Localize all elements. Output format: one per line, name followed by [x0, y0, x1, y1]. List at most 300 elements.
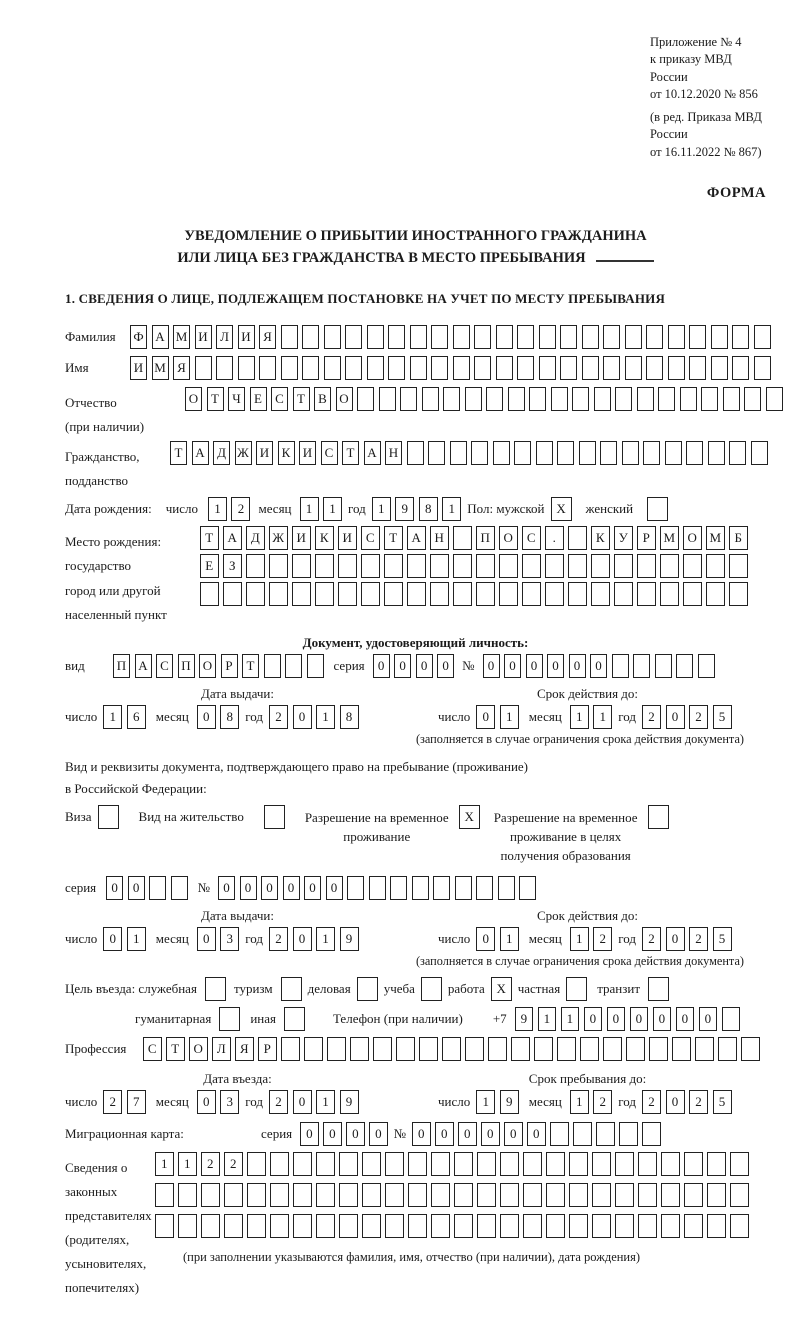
char-cell[interactable] — [603, 325, 620, 349]
char-cell[interactable] — [324, 356, 341, 380]
char-cell[interactable]: 1 — [570, 1090, 589, 1114]
char-cell[interactable] — [246, 554, 265, 578]
char-cell[interactable] — [247, 1214, 266, 1238]
char-cell[interactable]: 1 — [442, 497, 461, 521]
char-cell[interactable]: 1 — [476, 1090, 495, 1114]
char-cell[interactable]: Д — [213, 441, 230, 465]
char-cell[interactable] — [638, 1214, 657, 1238]
char-cell[interactable] — [284, 1007, 305, 1031]
char-cell[interactable] — [572, 387, 589, 411]
char-cell[interactable] — [637, 554, 656, 578]
char-cell[interactable]: 9 — [395, 497, 414, 521]
char-cell[interactable] — [384, 582, 403, 606]
char-cell[interactable] — [367, 356, 384, 380]
char-cell[interactable]: 0 — [261, 876, 278, 900]
char-cell[interactable] — [689, 356, 706, 380]
char-cell[interactable] — [536, 441, 553, 465]
char-cell[interactable]: 2 — [269, 927, 288, 951]
char-cell[interactable] — [496, 356, 513, 380]
char-cell[interactable] — [315, 554, 334, 578]
char-cell[interactable]: Т — [166, 1037, 185, 1061]
char-cell[interactable]: И — [292, 526, 311, 550]
char-cell[interactable]: 9 — [515, 1007, 534, 1031]
char-cell[interactable]: Н — [430, 526, 449, 550]
char-cell[interactable] — [560, 356, 577, 380]
char-cell[interactable]: Т — [200, 526, 219, 550]
char-cell[interactable] — [385, 1152, 404, 1176]
char-cell[interactable] — [431, 325, 448, 349]
char-cell[interactable]: 0 — [293, 705, 312, 729]
char-cell[interactable]: О — [185, 387, 202, 411]
char-cell[interactable]: Т — [342, 441, 359, 465]
char-cell[interactable]: Т — [170, 441, 187, 465]
char-cell[interactable]: 5 — [713, 705, 732, 729]
char-cell[interactable] — [264, 805, 285, 829]
char-cell[interactable] — [754, 325, 771, 349]
char-cell[interactable] — [400, 387, 417, 411]
char-cell[interactable] — [201, 1183, 220, 1207]
char-cell[interactable]: 0 — [218, 876, 235, 900]
char-cell[interactable] — [684, 1214, 703, 1238]
char-cell[interactable] — [573, 1122, 592, 1146]
char-cell[interactable] — [655, 654, 672, 678]
char-cell[interactable] — [615, 1214, 634, 1238]
char-cell[interactable] — [407, 554, 426, 578]
char-cell[interactable] — [316, 1183, 335, 1207]
char-cell[interactable] — [388, 325, 405, 349]
char-cell[interactable]: Н — [385, 441, 402, 465]
char-cell[interactable] — [357, 977, 378, 1001]
char-cell[interactable] — [642, 1122, 661, 1146]
char-cell[interactable] — [428, 441, 445, 465]
char-cell[interactable]: 0 — [323, 1122, 342, 1146]
char-cell[interactable] — [347, 876, 364, 900]
char-cell[interactable]: Р — [637, 526, 656, 550]
char-cell[interactable]: С — [321, 441, 338, 465]
char-cell[interactable] — [292, 582, 311, 606]
char-cell[interactable]: 5 — [713, 927, 732, 951]
char-cell[interactable]: Е — [200, 554, 219, 578]
char-cell[interactable] — [707, 1183, 726, 1207]
char-cell[interactable] — [453, 356, 470, 380]
char-cell[interactable]: 2 — [269, 705, 288, 729]
char-cell[interactable] — [582, 325, 599, 349]
char-cell[interactable] — [751, 441, 768, 465]
char-cell[interactable] — [732, 356, 749, 380]
char-cell[interactable]: 9 — [340, 927, 359, 951]
char-cell[interactable] — [155, 1183, 174, 1207]
char-cell[interactable] — [676, 654, 693, 678]
char-cell[interactable]: 0 — [666, 1090, 685, 1114]
char-cell[interactable] — [307, 654, 324, 678]
char-cell[interactable]: К — [591, 526, 610, 550]
char-cell[interactable]: 1 — [538, 1007, 557, 1031]
char-cell[interactable] — [388, 356, 405, 380]
char-cell[interactable]: 0 — [326, 876, 343, 900]
char-cell[interactable] — [421, 977, 442, 1001]
char-cell[interactable]: 2 — [224, 1152, 243, 1176]
char-cell[interactable] — [683, 582, 702, 606]
char-cell[interactable] — [686, 441, 703, 465]
char-cell[interactable] — [638, 1183, 657, 1207]
char-cell[interactable]: С — [522, 526, 541, 550]
char-cell[interactable] — [517, 325, 534, 349]
char-cell[interactable]: А — [152, 325, 169, 349]
char-cell[interactable]: 1 — [561, 1007, 580, 1031]
char-cell[interactable] — [522, 554, 541, 578]
char-cell[interactable]: 2 — [642, 927, 661, 951]
char-cell[interactable] — [345, 325, 362, 349]
char-cell[interactable] — [433, 876, 450, 900]
char-cell[interactable]: Е — [250, 387, 267, 411]
char-cell[interactable]: 0 — [666, 705, 685, 729]
char-cell[interactable] — [568, 582, 587, 606]
char-cell[interactable] — [612, 654, 629, 678]
char-cell[interactable] — [500, 1214, 519, 1238]
char-cell[interactable]: 0 — [197, 1090, 216, 1114]
char-cell[interactable] — [646, 325, 663, 349]
char-cell[interactable] — [514, 441, 531, 465]
char-cell[interactable]: 0 — [435, 1122, 454, 1146]
char-cell[interactable]: М — [660, 526, 679, 550]
char-cell[interactable]: 8 — [220, 705, 239, 729]
char-cell[interactable]: Ж — [235, 441, 252, 465]
char-cell[interactable] — [579, 441, 596, 465]
char-cell[interactable]: С — [156, 654, 173, 678]
char-cell[interactable] — [668, 325, 685, 349]
char-cell[interactable] — [672, 1037, 691, 1061]
char-cell[interactable]: 0 — [283, 876, 300, 900]
char-cell[interactable]: Ф — [130, 325, 147, 349]
char-cell[interactable]: X — [459, 805, 480, 829]
char-cell[interactable]: 0 — [293, 927, 312, 951]
char-cell[interactable] — [711, 356, 728, 380]
char-cell[interactable] — [569, 1214, 588, 1238]
char-cell[interactable] — [224, 1214, 243, 1238]
char-cell[interactable]: 0 — [666, 927, 685, 951]
char-cell[interactable] — [408, 1152, 427, 1176]
char-cell[interactable] — [293, 1152, 312, 1176]
char-cell[interactable] — [339, 1214, 358, 1238]
char-cell[interactable]: 1 — [208, 497, 227, 521]
char-cell[interactable]: Ж — [269, 526, 288, 550]
char-cell[interactable]: 9 — [500, 1090, 519, 1114]
char-cell[interactable]: 0 — [103, 927, 122, 951]
char-cell[interactable] — [361, 582, 380, 606]
char-cell[interactable] — [508, 387, 525, 411]
char-cell[interactable] — [304, 1037, 323, 1061]
char-cell[interactable] — [408, 1183, 427, 1207]
char-cell[interactable] — [361, 554, 380, 578]
char-cell[interactable]: 0 — [304, 876, 321, 900]
char-cell[interactable] — [442, 1037, 461, 1061]
char-cell[interactable] — [729, 441, 746, 465]
char-cell[interactable] — [270, 1152, 289, 1176]
char-cell[interactable] — [722, 1007, 741, 1031]
char-cell[interactable]: А — [192, 441, 209, 465]
char-cell[interactable] — [431, 1214, 450, 1238]
char-cell[interactable] — [339, 1152, 358, 1176]
char-cell[interactable] — [362, 1152, 381, 1176]
char-cell[interactable] — [431, 1152, 450, 1176]
char-cell[interactable]: Я — [259, 325, 276, 349]
char-cell[interactable] — [281, 325, 298, 349]
char-cell[interactable] — [660, 554, 679, 578]
char-cell[interactable] — [362, 1183, 381, 1207]
char-cell[interactable] — [246, 582, 265, 606]
char-cell[interactable] — [477, 1152, 496, 1176]
char-cell[interactable]: X — [551, 497, 572, 521]
char-cell[interactable]: У — [614, 526, 633, 550]
char-cell[interactable] — [259, 356, 276, 380]
char-cell[interactable]: К — [315, 526, 334, 550]
char-cell[interactable]: О — [189, 1037, 208, 1061]
char-cell[interactable] — [569, 1152, 588, 1176]
char-cell[interactable] — [596, 1122, 615, 1146]
char-cell[interactable]: 0 — [106, 876, 123, 900]
char-cell[interactable] — [519, 876, 536, 900]
char-cell[interactable]: 1 — [323, 497, 342, 521]
char-cell[interactable]: 1 — [570, 705, 589, 729]
char-cell[interactable] — [338, 554, 357, 578]
char-cell[interactable]: 1 — [500, 705, 519, 729]
char-cell[interactable] — [592, 1214, 611, 1238]
char-cell[interactable]: 0 — [240, 876, 257, 900]
char-cell[interactable] — [281, 1037, 300, 1061]
char-cell[interactable] — [754, 356, 771, 380]
char-cell[interactable]: О — [499, 526, 518, 550]
char-cell[interactable] — [431, 1183, 450, 1207]
char-cell[interactable]: 2 — [593, 1090, 612, 1114]
char-cell[interactable]: И — [195, 325, 212, 349]
char-cell[interactable]: 9 — [340, 1090, 359, 1114]
char-cell[interactable] — [706, 582, 725, 606]
char-cell[interactable]: А — [407, 526, 426, 550]
char-cell[interactable] — [730, 1214, 749, 1238]
char-cell[interactable]: 0 — [369, 1122, 388, 1146]
char-cell[interactable] — [455, 876, 472, 900]
char-cell[interactable] — [357, 387, 374, 411]
char-cell[interactable]: 1 — [316, 705, 335, 729]
char-cell[interactable]: 0 — [526, 654, 543, 678]
char-cell[interactable] — [224, 1183, 243, 1207]
char-cell[interactable]: 0 — [676, 1007, 695, 1031]
char-cell[interactable]: 8 — [340, 705, 359, 729]
char-cell[interactable] — [523, 1152, 542, 1176]
char-cell[interactable]: 0 — [547, 654, 564, 678]
char-cell[interactable]: 0 — [630, 1007, 649, 1031]
char-cell[interactable] — [216, 356, 233, 380]
char-cell[interactable] — [660, 582, 679, 606]
char-cell[interactable]: 0 — [394, 654, 411, 678]
char-cell[interactable] — [500, 1183, 519, 1207]
char-cell[interactable]: 1 — [570, 927, 589, 951]
char-cell[interactable] — [569, 1183, 588, 1207]
char-cell[interactable]: О — [199, 654, 216, 678]
char-cell[interactable]: Л — [212, 1037, 231, 1061]
char-cell[interactable]: 5 — [713, 1090, 732, 1114]
char-cell[interactable]: Р — [221, 654, 238, 678]
char-cell[interactable] — [98, 805, 119, 829]
char-cell[interactable] — [238, 356, 255, 380]
char-cell[interactable] — [454, 1152, 473, 1176]
char-cell[interactable] — [367, 325, 384, 349]
char-cell[interactable]: 1 — [372, 497, 391, 521]
char-cell[interactable]: М — [706, 526, 725, 550]
char-cell[interactable] — [431, 356, 448, 380]
char-cell[interactable] — [396, 1037, 415, 1061]
char-cell[interactable] — [419, 1037, 438, 1061]
char-cell[interactable] — [560, 325, 577, 349]
char-cell[interactable] — [407, 582, 426, 606]
char-cell[interactable] — [730, 1183, 749, 1207]
char-cell[interactable] — [517, 356, 534, 380]
char-cell[interactable]: Т — [207, 387, 224, 411]
char-cell[interactable] — [638, 1152, 657, 1176]
char-cell[interactable] — [443, 387, 460, 411]
char-cell[interactable]: 0 — [607, 1007, 626, 1031]
char-cell[interactable]: И — [130, 356, 147, 380]
char-cell[interactable] — [592, 1183, 611, 1207]
char-cell[interactable]: В — [314, 387, 331, 411]
char-cell[interactable] — [546, 1183, 565, 1207]
char-cell[interactable]: П — [178, 654, 195, 678]
char-cell[interactable]: П — [113, 654, 130, 678]
char-cell[interactable] — [498, 876, 515, 900]
char-cell[interactable] — [546, 1152, 565, 1176]
char-cell[interactable] — [474, 356, 491, 380]
char-cell[interactable] — [625, 325, 642, 349]
char-cell[interactable] — [247, 1152, 266, 1176]
char-cell[interactable] — [453, 554, 472, 578]
char-cell[interactable] — [422, 387, 439, 411]
char-cell[interactable] — [523, 1183, 542, 1207]
char-cell[interactable] — [453, 325, 470, 349]
char-cell[interactable] — [269, 582, 288, 606]
char-cell[interactable] — [302, 356, 319, 380]
char-cell[interactable]: 0 — [483, 654, 500, 678]
char-cell[interactable]: 1 — [103, 705, 122, 729]
char-cell[interactable] — [390, 876, 407, 900]
char-cell[interactable] — [534, 1037, 553, 1061]
char-cell[interactable]: Я — [173, 356, 190, 380]
char-cell[interactable] — [292, 554, 311, 578]
char-cell[interactable] — [316, 1152, 335, 1176]
char-cell[interactable]: И — [256, 441, 273, 465]
char-cell[interactable] — [546, 1214, 565, 1238]
char-cell[interactable] — [668, 356, 685, 380]
char-cell[interactable] — [247, 1183, 266, 1207]
char-cell[interactable] — [615, 387, 632, 411]
char-cell[interactable] — [539, 325, 556, 349]
char-cell[interactable] — [270, 1183, 289, 1207]
char-cell[interactable]: Р — [258, 1037, 277, 1061]
char-cell[interactable]: 0 — [293, 1090, 312, 1114]
char-cell[interactable] — [619, 1122, 638, 1146]
char-cell[interactable]: 7 — [127, 1090, 146, 1114]
char-cell[interactable] — [711, 325, 728, 349]
char-cell[interactable] — [200, 582, 219, 606]
char-cell[interactable] — [496, 325, 513, 349]
char-cell[interactable] — [649, 1037, 668, 1061]
char-cell[interactable]: К — [278, 441, 295, 465]
char-cell[interactable]: 0 — [346, 1122, 365, 1146]
char-cell[interactable] — [626, 1037, 645, 1061]
char-cell[interactable] — [684, 1183, 703, 1207]
char-cell[interactable] — [453, 526, 472, 550]
char-cell[interactable] — [698, 654, 715, 678]
char-cell[interactable]: С — [143, 1037, 162, 1061]
char-cell[interactable] — [718, 1037, 737, 1061]
char-cell[interactable] — [545, 554, 564, 578]
char-cell[interactable] — [661, 1183, 680, 1207]
char-cell[interactable] — [171, 876, 188, 900]
char-cell[interactable]: 0 — [197, 705, 216, 729]
char-cell[interactable] — [646, 356, 663, 380]
char-cell[interactable] — [345, 356, 362, 380]
char-cell[interactable]: 0 — [481, 1122, 500, 1146]
char-cell[interactable]: 1 — [316, 927, 335, 951]
char-cell[interactable] — [155, 1214, 174, 1238]
char-cell[interactable] — [500, 1152, 519, 1176]
char-cell[interactable] — [701, 387, 718, 411]
char-cell[interactable] — [643, 441, 660, 465]
char-cell[interactable] — [474, 325, 491, 349]
char-cell[interactable]: 1 — [127, 927, 146, 951]
char-cell[interactable] — [647, 497, 668, 521]
char-cell[interactable]: 1 — [316, 1090, 335, 1114]
char-cell[interactable] — [293, 1183, 312, 1207]
char-cell[interactable] — [557, 441, 574, 465]
char-cell[interactable] — [615, 1183, 634, 1207]
char-cell[interactable] — [539, 356, 556, 380]
char-cell[interactable] — [648, 977, 669, 1001]
char-cell[interactable]: 0 — [699, 1007, 718, 1031]
char-cell[interactable] — [269, 554, 288, 578]
char-cell[interactable]: А — [364, 441, 381, 465]
char-cell[interactable]: 2 — [642, 1090, 661, 1114]
char-cell[interactable] — [195, 356, 212, 380]
char-cell[interactable]: 1 — [300, 497, 319, 521]
char-cell[interactable]: 0 — [416, 654, 433, 678]
char-cell[interactable] — [454, 1214, 473, 1238]
char-cell[interactable]: Д — [246, 526, 265, 550]
char-cell[interactable]: 3 — [220, 1090, 239, 1114]
char-cell[interactable] — [476, 876, 493, 900]
char-cell[interactable] — [412, 876, 429, 900]
char-cell[interactable] — [615, 1152, 634, 1176]
char-cell[interactable]: О — [336, 387, 353, 411]
char-cell[interactable] — [477, 1183, 496, 1207]
char-cell[interactable] — [178, 1214, 197, 1238]
char-cell[interactable]: 0 — [300, 1122, 319, 1146]
char-cell[interactable] — [476, 554, 495, 578]
char-cell[interactable] — [384, 554, 403, 578]
char-cell[interactable]: 8 — [419, 497, 438, 521]
char-cell[interactable] — [568, 526, 587, 550]
char-cell[interactable] — [205, 977, 226, 1001]
char-cell[interactable]: 0 — [437, 654, 454, 678]
char-cell[interactable]: 2 — [689, 927, 708, 951]
char-cell[interactable] — [708, 441, 725, 465]
char-cell[interactable] — [407, 441, 424, 465]
char-cell[interactable] — [499, 582, 518, 606]
char-cell[interactable] — [410, 325, 427, 349]
char-cell[interactable]: А — [135, 654, 152, 678]
char-cell[interactable] — [689, 325, 706, 349]
char-cell[interactable] — [551, 387, 568, 411]
char-cell[interactable] — [658, 387, 675, 411]
